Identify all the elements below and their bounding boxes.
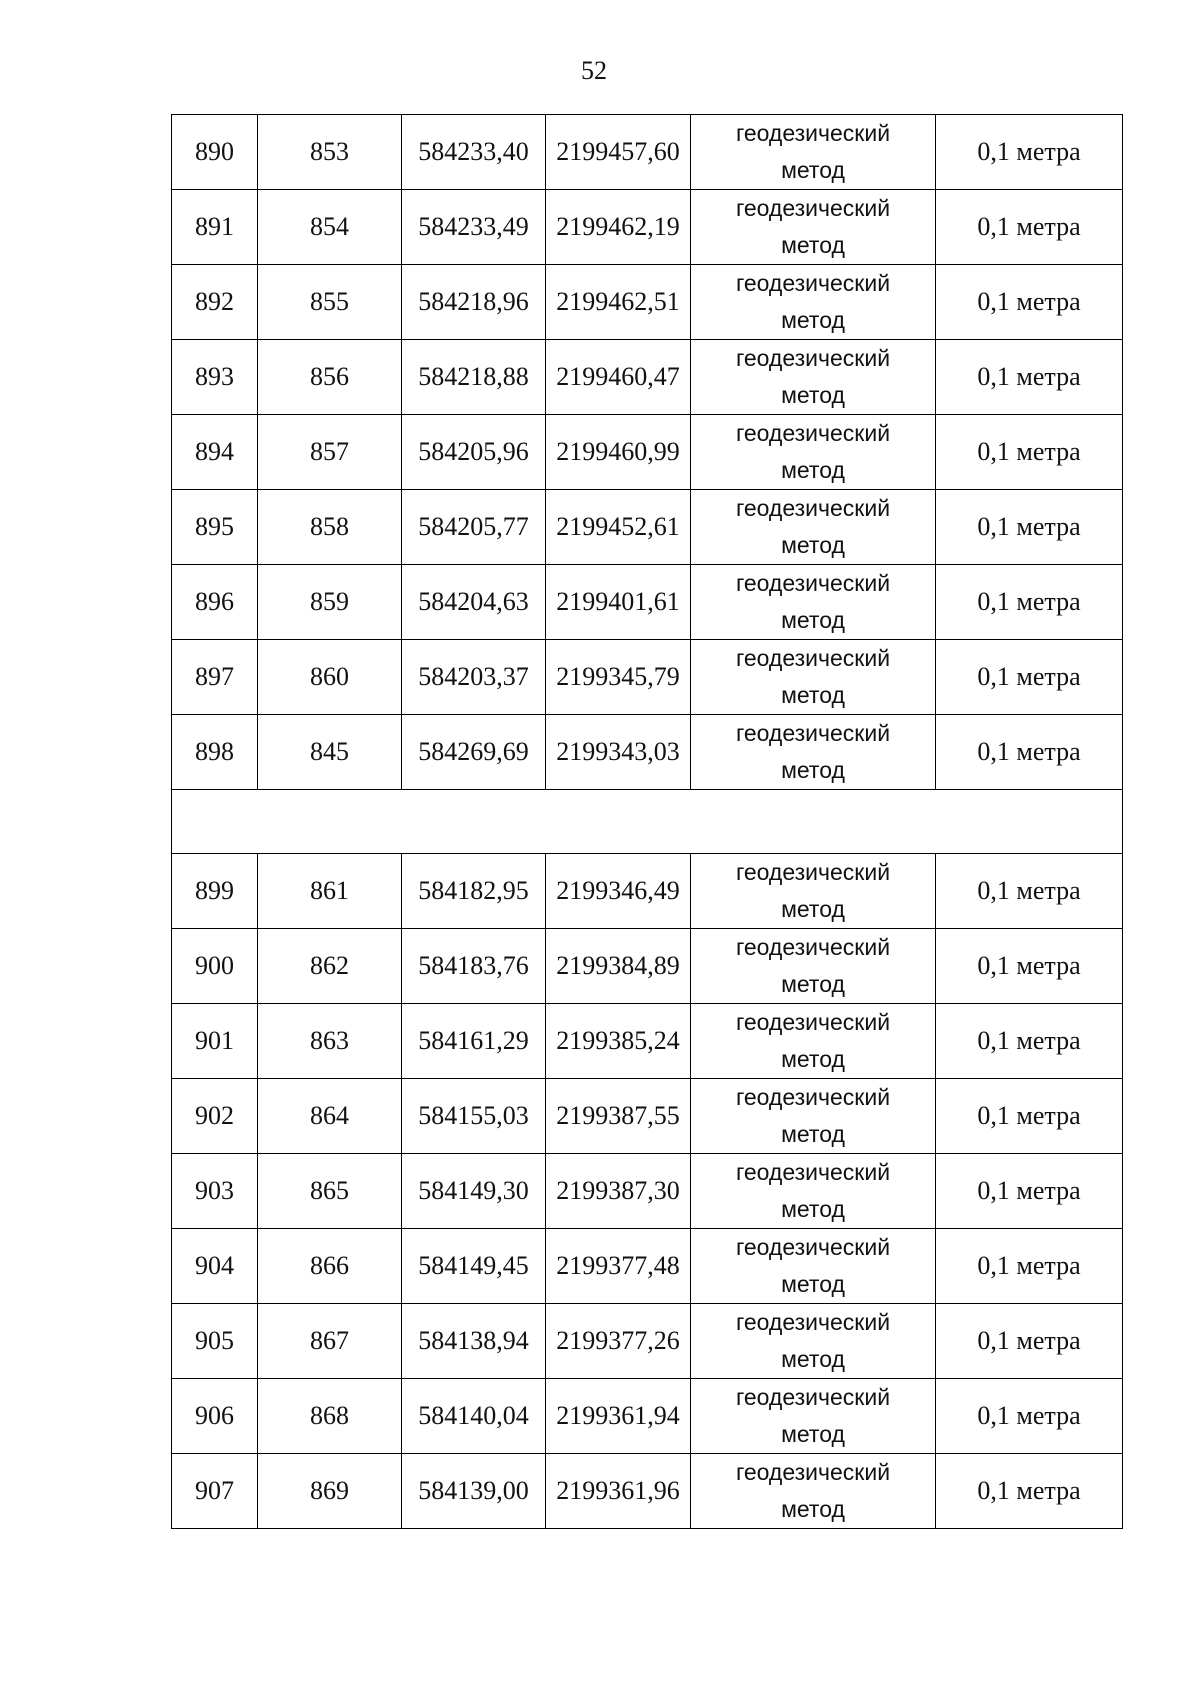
method-line-2: метод: [781, 1421, 845, 1447]
table-row: [172, 190, 1123, 265]
blank-separator-row: [172, 790, 1123, 854]
table-row: [172, 1154, 1123, 1229]
point-id-cell: 867: [258, 1304, 402, 1379]
method-line-2: метод: [781, 232, 845, 258]
y-coordinate-cell: 2199345,79: [546, 640, 691, 715]
method-cell: [691, 490, 936, 565]
x-coordinate-cell: 584203,37: [402, 640, 546, 715]
point-id-cell: 861: [258, 854, 402, 929]
x-coordinate-cell: 584139,00: [402, 1454, 546, 1529]
y-coordinate-cell: 2199460,47: [546, 340, 691, 415]
method-line-1: геодезический: [735, 1459, 891, 1485]
blank-separator-cell: [172, 790, 1123, 854]
method-line-1: геодезический: [735, 1084, 891, 1110]
x-coordinate-cell: 584205,96: [402, 415, 546, 490]
method-cell: [691, 265, 936, 340]
accuracy-cell: 0,1 метра: [936, 1454, 1123, 1529]
method-cell: [691, 1004, 936, 1079]
method-line-2: метод: [781, 1196, 845, 1222]
accuracy-cell: 0,1 метра: [936, 1154, 1123, 1229]
table-row: [172, 565, 1123, 640]
method-line-1: геодезический: [735, 495, 891, 521]
point-id-cell: 865: [258, 1154, 402, 1229]
table-row: [172, 1454, 1123, 1529]
point-id-cell: 859: [258, 565, 402, 640]
accuracy-cell: 0,1 метра: [936, 854, 1123, 929]
method-cell: [691, 1379, 936, 1454]
point-id-cell: 857: [258, 415, 402, 490]
y-coordinate-cell: 2199361,94: [546, 1379, 691, 1454]
x-coordinate-cell: 584149,45: [402, 1229, 546, 1304]
method-line-2: метод: [781, 607, 845, 633]
accuracy-cell: 0,1 метра: [936, 1079, 1123, 1154]
table-row: [172, 415, 1123, 490]
method-line-2: метод: [781, 532, 845, 558]
point-id-cell: 863: [258, 1004, 402, 1079]
table-row: [172, 340, 1123, 415]
point-number-cell: 893: [172, 340, 258, 415]
x-coordinate-cell: 584233,49: [402, 190, 546, 265]
table-row: [172, 929, 1123, 1004]
method-line-1: геодезический: [735, 345, 891, 371]
page-number: 52: [581, 56, 607, 85]
accuracy-cell: 0,1 метра: [936, 115, 1123, 190]
point-number-cell: 895: [172, 490, 258, 565]
point-id-cell: 868: [258, 1379, 402, 1454]
method-cell: [691, 115, 936, 190]
method-cell: [691, 929, 936, 1004]
point-id-cell: 858: [258, 490, 402, 565]
coordinates-table-body: [172, 115, 1123, 1529]
coordinates-table: [171, 114, 1123, 1529]
accuracy-cell: 0,1 метра: [936, 929, 1123, 1004]
method-cell: [691, 340, 936, 415]
y-coordinate-cell: 2199452,61: [546, 490, 691, 565]
accuracy-cell: 0,1 метра: [936, 1379, 1123, 1454]
method-line-2: метод: [781, 1496, 845, 1522]
method-line-1: геодезический: [735, 1384, 891, 1410]
method-cell: [691, 415, 936, 490]
point-id-cell: 853: [258, 115, 402, 190]
table-row: [172, 1379, 1123, 1454]
x-coordinate-cell: 584138,94: [402, 1304, 546, 1379]
y-coordinate-cell: 2199346,49: [546, 854, 691, 929]
y-coordinate-cell: 2199462,51: [546, 265, 691, 340]
accuracy-cell: 0,1 метра: [936, 190, 1123, 265]
method-cell: [691, 565, 936, 640]
method-line-2: метод: [781, 1346, 845, 1372]
method-line-1: геодезический: [735, 1234, 891, 1260]
point-number-cell: 900: [172, 929, 258, 1004]
y-coordinate-cell: 2199460,99: [546, 415, 691, 490]
x-coordinate-cell: 584218,96: [402, 265, 546, 340]
x-coordinate-cell: 584205,77: [402, 490, 546, 565]
method-cell: [691, 640, 936, 715]
method-cell: [691, 190, 936, 265]
y-coordinate-cell: 2199387,55: [546, 1079, 691, 1154]
method-line-2: метод: [781, 1121, 845, 1147]
method-line-2: метод: [781, 757, 845, 783]
method-line-2: метод: [781, 1046, 845, 1072]
method-line-1: геодезический: [735, 1309, 891, 1335]
method-cell: [691, 1154, 936, 1229]
x-coordinate-cell: 584140,04: [402, 1379, 546, 1454]
method-line-2: метод: [781, 682, 845, 708]
method-cell: [691, 1229, 936, 1304]
table-row: [172, 115, 1123, 190]
x-coordinate-cell: 584204,63: [402, 565, 546, 640]
x-coordinate-cell: 584161,29: [402, 1004, 546, 1079]
y-coordinate-cell: 2199343,03: [546, 715, 691, 790]
x-coordinate-cell: 584183,76: [402, 929, 546, 1004]
table-row: [172, 640, 1123, 715]
point-number-cell: 905: [172, 1304, 258, 1379]
y-coordinate-cell: 2199462,19: [546, 190, 691, 265]
table-row: [172, 1004, 1123, 1079]
accuracy-cell: 0,1 метра: [936, 490, 1123, 565]
method-line-1: геодезический: [735, 645, 891, 671]
accuracy-cell: 0,1 метра: [936, 265, 1123, 340]
point-number-cell: 903: [172, 1154, 258, 1229]
method-line-1: геодезический: [735, 570, 891, 596]
method-line-2: метод: [781, 307, 845, 333]
point-number-cell: 898: [172, 715, 258, 790]
method-line-1: геодезический: [735, 1159, 891, 1185]
y-coordinate-cell: 2199385,24: [546, 1004, 691, 1079]
method-cell: [691, 715, 936, 790]
accuracy-cell: 0,1 метра: [936, 1229, 1123, 1304]
method-line-1: геодезический: [735, 720, 891, 746]
table-row: [172, 1229, 1123, 1304]
point-id-cell: 864: [258, 1079, 402, 1154]
accuracy-cell: 0,1 метра: [936, 565, 1123, 640]
accuracy-cell: 0,1 метра: [936, 1004, 1123, 1079]
table-row: [172, 715, 1123, 790]
table-row: [172, 1079, 1123, 1154]
point-number-cell: 906: [172, 1379, 258, 1454]
point-id-cell: 862: [258, 929, 402, 1004]
point-id-cell: 856: [258, 340, 402, 415]
point-number-cell: 897: [172, 640, 258, 715]
point-number-cell: 899: [172, 854, 258, 929]
method-line-2: метод: [781, 896, 845, 922]
point-number-cell: 890: [172, 115, 258, 190]
method-cell: [691, 1304, 936, 1379]
method-cell: [691, 854, 936, 929]
x-coordinate-cell: 584269,69: [402, 715, 546, 790]
method-line-2: метод: [781, 157, 845, 183]
y-coordinate-cell: 2199401,61: [546, 565, 691, 640]
accuracy-cell: 0,1 метра: [936, 715, 1123, 790]
method-line-2: метод: [781, 1271, 845, 1297]
method-line-1: геодезический: [735, 120, 891, 146]
x-coordinate-cell: 584218,88: [402, 340, 546, 415]
point-number-cell: 891: [172, 190, 258, 265]
y-coordinate-cell: 2199377,48: [546, 1229, 691, 1304]
accuracy-cell: 0,1 метра: [936, 1304, 1123, 1379]
point-number-cell: 894: [172, 415, 258, 490]
method-cell: [691, 1079, 936, 1154]
method-line-1: геодезический: [735, 420, 891, 446]
point-number-cell: 892: [172, 265, 258, 340]
y-coordinate-cell: 2199387,30: [546, 1154, 691, 1229]
point-number-cell: 907: [172, 1454, 258, 1529]
point-number-cell: 901: [172, 1004, 258, 1079]
method-line-2: метод: [781, 382, 845, 408]
point-id-cell: 855: [258, 265, 402, 340]
point-id-cell: 866: [258, 1229, 402, 1304]
x-coordinate-cell: 584182,95: [402, 854, 546, 929]
y-coordinate-cell: 2199361,96: [546, 1454, 691, 1529]
y-coordinate-cell: 2199457,60: [546, 115, 691, 190]
point-id-cell: 869: [258, 1454, 402, 1529]
table-row: [172, 265, 1123, 340]
point-id-cell: 860: [258, 640, 402, 715]
x-coordinate-cell: 584155,03: [402, 1079, 546, 1154]
method-cell: [691, 1454, 936, 1529]
x-coordinate-cell: 584233,40: [402, 115, 546, 190]
method-line-1: геодезический: [735, 270, 891, 296]
table-row: [172, 490, 1123, 565]
x-coordinate-cell: 584149,30: [402, 1154, 546, 1229]
method-line-1: геодезический: [735, 859, 891, 885]
table-row: [172, 854, 1123, 929]
accuracy-cell: 0,1 метра: [936, 640, 1123, 715]
method-line-1: геодезический: [735, 934, 891, 960]
y-coordinate-cell: 2199384,89: [546, 929, 691, 1004]
point-number-cell: 896: [172, 565, 258, 640]
point-number-cell: 904: [172, 1229, 258, 1304]
point-id-cell: 854: [258, 190, 402, 265]
point-id-cell: 845: [258, 715, 402, 790]
accuracy-cell: 0,1 метра: [936, 340, 1123, 415]
method-line-2: метод: [781, 457, 845, 483]
method-line-1: геодезический: [735, 195, 891, 221]
method-line-2: метод: [781, 971, 845, 997]
accuracy-cell: 0,1 метра: [936, 415, 1123, 490]
point-number-cell: 902: [172, 1079, 258, 1154]
method-line-1: геодезический: [735, 1009, 891, 1035]
table-row: [172, 1304, 1123, 1379]
y-coordinate-cell: 2199377,26: [546, 1304, 691, 1379]
